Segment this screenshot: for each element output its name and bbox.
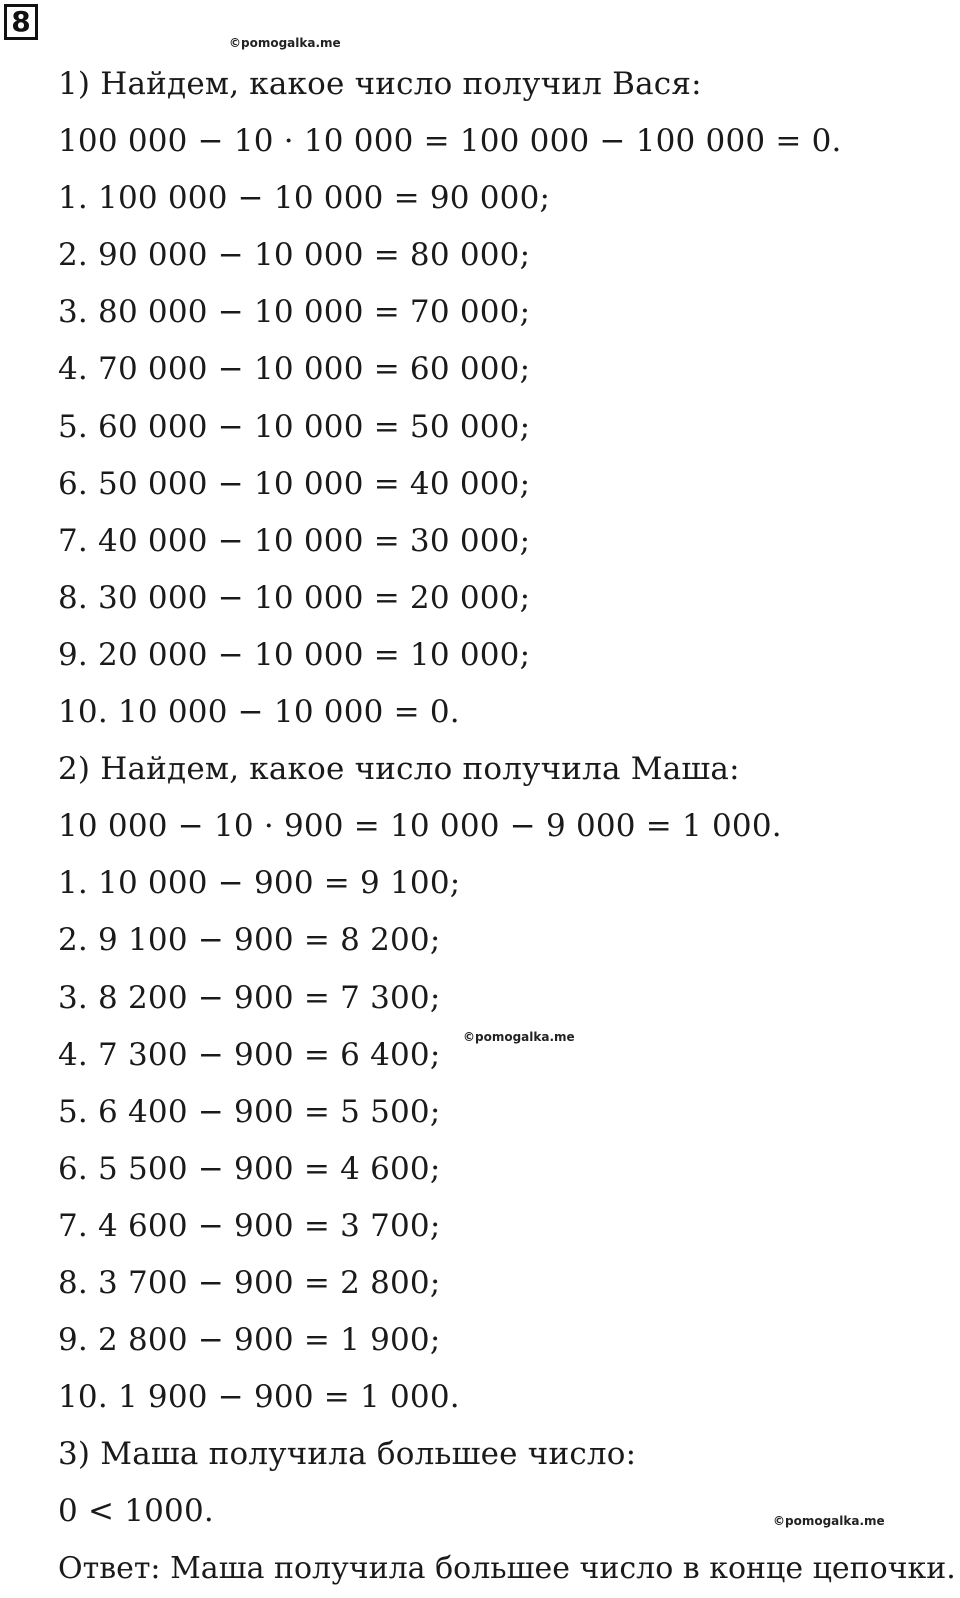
- masha-step: 4. 7 300 − 900 = 6 400;: [58, 1036, 441, 1073]
- solution-text: [58, 56, 954, 1598]
- vasya-step: 8. 30 000 − 10 000 = 20 000;: [58, 579, 531, 616]
- vasya-step: 6. 50 000 − 10 000 = 40 000;: [58, 465, 531, 502]
- watermark: ©pomogalka.me: [773, 1514, 885, 1528]
- step-1-heading: 1) Найдем, какое число получил Вася:: [58, 66, 702, 102]
- answer: Ответ: Маша получила большее число в конце цепочки.: [58, 1551, 956, 1587]
- masha-step: 5. 6 400 − 900 = 5 500;: [58, 1093, 441, 1130]
- vasya-formula: 100 000 − 10 · 10 000 = 100 000 − 100 000 = 0.: [58, 123, 842, 160]
- masha-step: 10. 1 900 − 900 = 1 000.: [58, 1379, 460, 1416]
- vasya-step: 4. 70 000 − 10 000 = 60 000;: [58, 351, 531, 388]
- masha-step: 3. 8 200 − 900 = 7 300;: [58, 979, 441, 1016]
- masha-step: 9. 2 800 − 900 = 1 900;: [58, 1322, 441, 1359]
- task-number-badge: 8: [4, 4, 38, 40]
- vasya-step: 9. 20 000 − 10 000 = 10 000;: [58, 636, 531, 673]
- vasya-step: 10. 10 000 − 10 000 = 0.: [58, 694, 460, 731]
- vasya-step: 5. 60 000 − 10 000 = 50 000;: [58, 408, 531, 445]
- masha-step: 7. 4 600 − 900 = 3 700;: [58, 1207, 441, 1244]
- masha-step: 6. 5 500 − 900 = 4 600;: [58, 1150, 441, 1187]
- watermark: ©pomogalka.me: [229, 36, 341, 50]
- vasya-step: 2. 90 000 − 10 000 = 80 000;: [58, 237, 531, 274]
- watermark: ©pomogalka.me: [463, 1030, 575, 1044]
- vasya-step: 7. 40 000 − 10 000 = 30 000;: [58, 522, 531, 559]
- masha-formula: 10 000 − 10 · 900 = 10 000 − 9 000 = 1 000.: [58, 808, 782, 845]
- masha-step: 2. 9 100 − 900 = 8 200;: [58, 922, 441, 959]
- step-2-heading: 2) Найдем, какое число получила Маша:: [58, 751, 740, 788]
- vasya-step: 1. 100 000 − 10 000 = 90 000;: [58, 180, 551, 217]
- masha-step: 8. 3 700 − 900 = 2 800;: [58, 1264, 441, 1301]
- vasya-step: 3. 80 000 − 10 000 = 70 000;: [58, 294, 531, 331]
- comparison: 0 < 1000.: [58, 1493, 214, 1530]
- step-3-heading: 3) Маша получила большее число:: [58, 1436, 637, 1473]
- masha-step: 1. 10 000 − 900 = 9 100;: [58, 865, 461, 902]
